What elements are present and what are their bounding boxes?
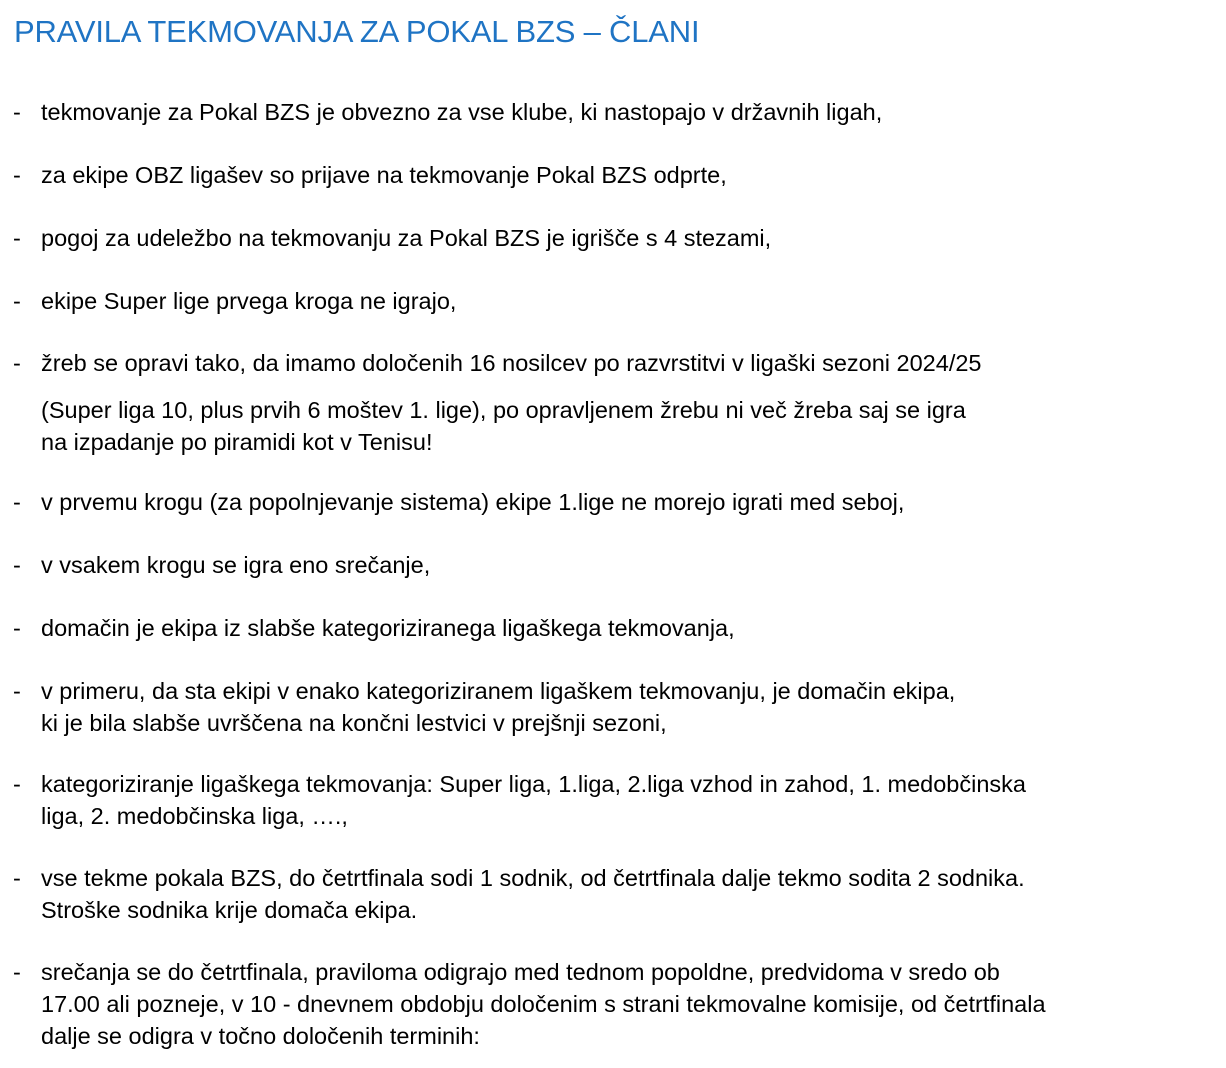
rule-line: domačin je ekipa iz slabše kategoriziranega ligaškega tekmovanja,: [41, 615, 735, 641]
rule-line: tekmovanje za Pokal BZS je obvezno za vse klube, ki nastopajo v državnih ligah,: [41, 99, 883, 125]
rule-text: [41, 96, 1206, 128]
rule-line: v prvemu krogu (za popolnjevanje sistema) ekipe 1.lige ne morejo igrati med seboj,: [41, 489, 905, 515]
rule-line: ki je bila slabše uvrščena na končni lestvici v prejšnji sezoni,: [41, 710, 667, 736]
rule-line: srečanja se do četrtfinala, praviloma odigrajo med tednom popoldne, predvidoma v sredo ob: [41, 959, 1000, 985]
bullet-dash: -: [13, 678, 21, 704]
bullet-dash: -: [13, 489, 21, 515]
rule-text: [41, 768, 1206, 832]
bullet-dash: -: [13, 162, 21, 188]
rule-text: [41, 612, 1206, 644]
rule-text: [41, 347, 1206, 379]
rule-line: pogoj za udeležbo na tekmovanju za Pokal BZS je igrišče s 4 stezami,: [41, 225, 772, 251]
rule-line: liga, 2. medobčinska liga, ….,: [41, 803, 348, 829]
page-title: PRAVILA TEKMOVANJA ZA POKAL BZS – ČLANI: [14, 14, 700, 49]
rule-text: [41, 956, 1206, 1052]
rule-line: vse tekme pokala BZS, do četrtfinala sodi 1 sodnik, od četrtfinala dalje tekmo sodita 2 sodnika.: [41, 865, 1025, 891]
bullet-dash: -: [13, 771, 21, 797]
rule-text: [41, 285, 1206, 317]
rule-line: kategoriziranje ligaškega tekmovanja: Super liga, 1.liga, 2.liga vzhod in zahod, 1. medobčinska: [41, 771, 1026, 797]
rule-line: Stroške sodnika krije domača ekipa.: [41, 897, 418, 923]
rule-text: [41, 862, 1206, 926]
bullet-dash: -: [13, 959, 21, 985]
bullet-dash: -: [13, 865, 21, 891]
rule-line: žreb se opravi tako, da imamo določenih 16 nosilcev po razvrstitvi v ligaški sezoni 2024/25: [41, 350, 982, 376]
bullet-dash: -: [13, 615, 21, 641]
rule-text: [41, 222, 1206, 254]
bullet-dash: -: [13, 552, 21, 578]
rule-line: (Super liga 10, plus prvih 6 moštev 1. lige), po opravljenem žrebu ni več žreba saj se igra: [41, 397, 966, 423]
bullet-dash: -: [13, 288, 21, 314]
rule-line: ekipe Super lige prvega kroga ne igrajo,: [41, 288, 457, 314]
rule-continuation: [41, 394, 966, 458]
rule-text: [41, 675, 1206, 739]
bullet-dash: -: [13, 225, 21, 251]
rule-text: [41, 159, 1206, 191]
rule-line: na izpadanje po piramidi kot v Tenisu!: [41, 429, 433, 455]
rule-text: [41, 549, 1206, 581]
rule-text: [41, 486, 1206, 518]
rule-line: 17.00 ali pozneje, v 10 - dnevnem obdobju določenim s strani tekmovalne komisije, od četrtfinala: [41, 991, 1046, 1017]
rule-line: dalje se odigra v točno določenih terminih:: [41, 1023, 480, 1049]
bullet-dash: -: [13, 350, 21, 376]
rule-line: za ekipe OBZ ligašev so prijave na tekmovanje Pokal BZS odprte,: [41, 162, 727, 188]
bullet-dash: -: [13, 99, 21, 125]
rule-line: v vsakem krogu se igra eno srečanje,: [41, 552, 431, 578]
rule-line: v primeru, da sta ekipi v enako kategoriziranem ligaškem tekmovanju, je domačin ekipa,: [41, 678, 956, 704]
